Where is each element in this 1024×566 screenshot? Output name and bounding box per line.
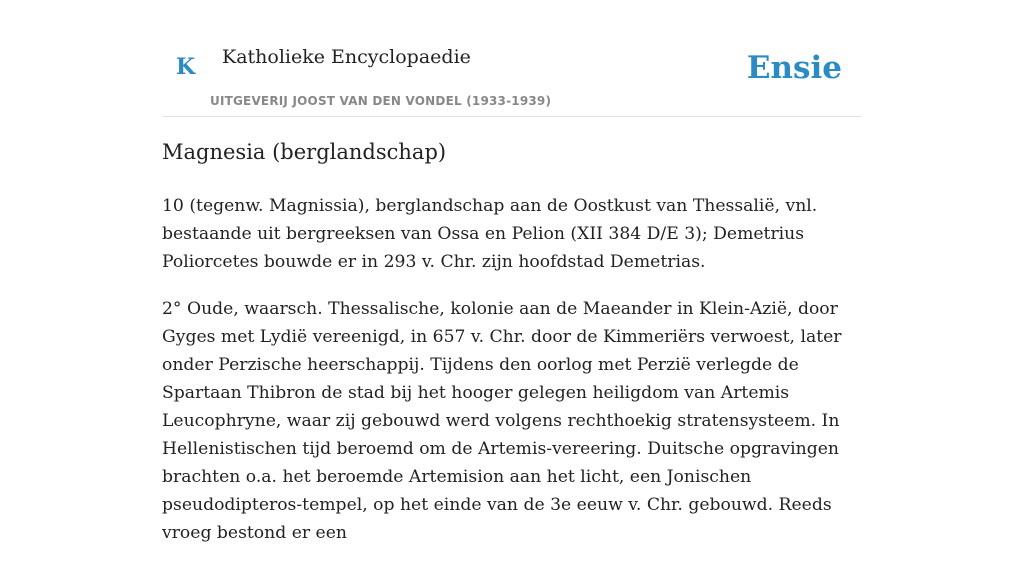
encyclopedia-logo[interactable]: K [176, 54, 196, 80]
publisher-label: UITGEVERIJ JOOST VAN DEN VONDEL (1933-1939) [210, 94, 552, 108]
article-paragraph: 10 (tegenw. Magnissia), berglandschap aan de Oostkust van Thessalië, vnl. bestaande uit bergreeksen van Ossa en Pelion (XII 384 D/E 3); Demetrius Poliorcetes bouwde er in 293 v. Chr. zijn hoofdstad Demetrias. [162, 196, 818, 272]
ensie-logo-link[interactable]: Ensie [746, 50, 842, 86]
article-paragraph: 2° Oude, waarsch. Thessalische, kolonie aan de Maeander in Klein-Azië, door Gyges met Lydië vereenigd, in 657 v. Chr. door de Kimmeriërs verwoest, later onder Perzische heerschappij. Tijdens den oorlog met Perzië verlegde de Spartaan Thibron de stad bij het hooger gelegen heiligdom van Artemis Leucophryne, waar zij gebouwd werd volgens rechthoekig stratensysteem. In Hellenistischen tijd beroemd om de Artemis-vereering. Duitsche opgravingen brachten o.a. het beroemde Artemision aan het licht, een Jonischen pseudodipteros-tempel, op het einde van de 3e eeuw v. Chr. gebouwd. Reeds vroeg bestond er een [162, 299, 842, 543]
article-title: Magnesia (berglandschap) [162, 140, 447, 164]
article-body [162, 192, 862, 566]
encyclopedia-title-link[interactable]: Katholieke Encyclopaedie [222, 46, 471, 68]
site-header [162, 0, 862, 117]
